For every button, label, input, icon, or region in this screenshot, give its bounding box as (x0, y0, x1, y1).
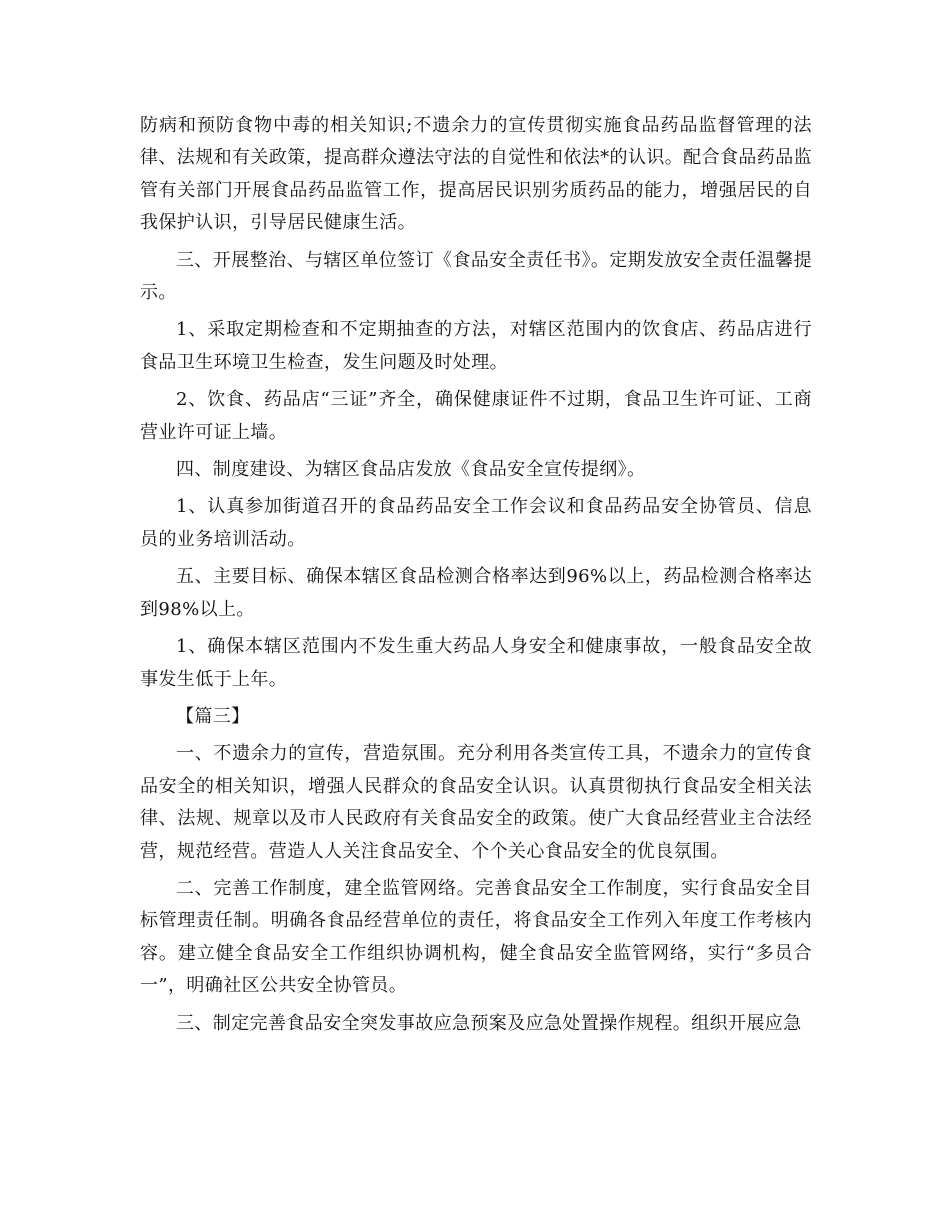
document-body (140, 110, 812, 1045)
paragraph-4: 2、饮食、药品店“三证”齐全，确保健康证件不过期，食品卫生许可证、工商营业许可证上墙。 (140, 389, 812, 443)
paragraph-2: 三、开展整治、与辖区单位签订《食品安全责任书》。定期发放安全责任温馨提示。 (140, 249, 812, 304)
paragraph-9: 一、不遗余力的宣传，营造氛围。充分利用各类宣传工具，不遗余力的宣传食品安全的相关知识，增强人民群众的食品安全认识。认真贯彻执行食品安全相关法律、法规、规章以及市人民政府有关食品安全的政策。使广大食品经营业主合法经营，规范经营。营造人人关注食品安全、个个关心食品安全的优良氛围。 (140, 743, 812, 862)
paragraph-7: 五、主要目标、确保本辖区食品检测合格率达到96%以上，药品检测合格率达到98%以上。 (140, 566, 812, 620)
paragraph-3: 1、采取定期检查和不定期抽查的方法，对辖区范围内的饮食店、药品店进行食品卫生环境卫生检查，发生问题及时处理。 (140, 319, 812, 373)
paragraph-8: 1、确保本辖区范围内不发生重大药品人身安全和健康事故，一般食品安全故事发生低于上年。 (140, 636, 812, 690)
paragraph-5: 四、制度建设、为辖区食品店发放《食品安全宣传提纲》。 (176, 459, 646, 481)
paragraph-1: 防病和预防食物中毒的相关知识;不遗余力的宣传贯彻实施食品药品监督管理的法律、法规和有关政策，提高群众遵法守法的自觉性和依法*的认识。配合食品药品监管有关部门开展食品药品监管工作，提高居民识别劣质药品的能力，增强居民的自我保护认识，引导居民健康生活。 (140, 115, 812, 234)
paragraph-6: 1、认真参加街道召开的食品药品安全工作会议和食品药品安全协管员、信息员的业务培训活动。 (140, 496, 812, 550)
paragraph-11: 三、制定完善食品安全突发事故应急预案及应急处置操作规程。组织开展应急 (176, 1012, 802, 1034)
paragraph-10: 二、完善工作制度，建全监管网络。完善食品安全工作制度，实行食品安全目标管理责任制。明确各食品经营单位的责任，将食品安全工作列入年度工作考核内容。建立健全食品安全工作组织协调机构，健全食品安全监管网络，实行“多员合一”，明确社区公共安全协管员。 (140, 877, 812, 997)
section-heading-part-three: 【篇三】 (176, 705, 250, 727)
